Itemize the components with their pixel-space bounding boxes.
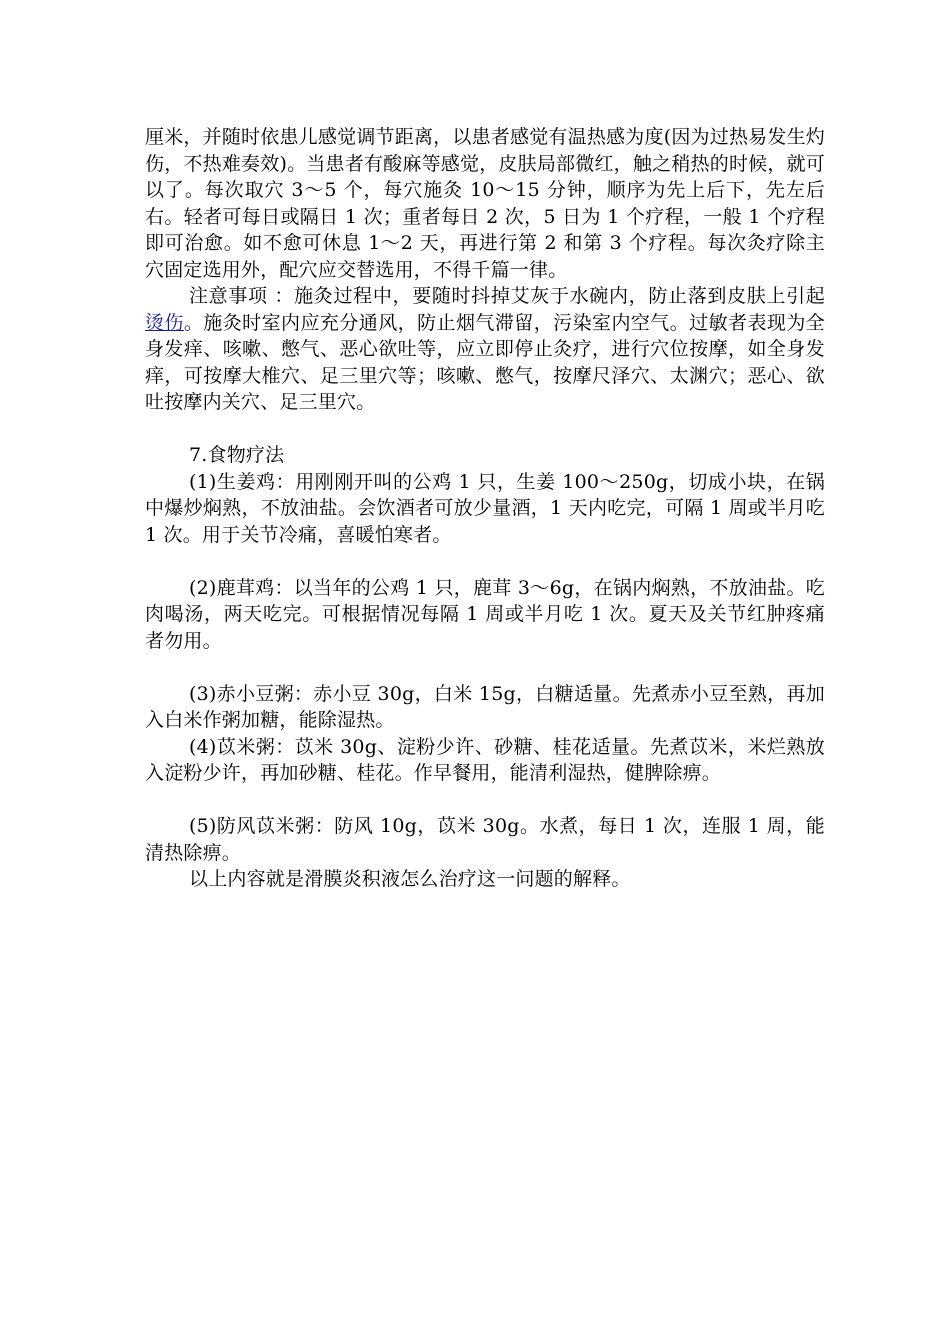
moxibustion-method-paragraph: 厘米，并随时依患儿感觉调节距离，以患者感觉有温热感为度(因为过热易发生灼伤，不热难奏效)。当患者有酸麻等感觉，皮肤局部微红，触之稍热的时候，就可以了。每次取穴 3～5 个，每穴施灸 10～15 分钟，顺序为先上后下，先左后右。轻者可每日或隔日 1 次；重者每日 2 次，5 日为 1 个疗程，一般 1 个疗程即可治愈。如不愈可休息 1～2 天，再进行第 2 和第 3 个疗程。每次灸疗除主穴固定选用外，配穴应交替选用，不得千篇一律。 <box>145 126 825 281</box>
recipe-coix-porridge: (4)苡米粥：苡米 30g、淀粉少许、砂糖、桂花适量。先煮苡米，米烂熟放入淀粉少许，再加砂糖、桂花。作早餐用，能清利湿热，健脾除痹。 <box>145 735 825 784</box>
paragraph-spacer <box>145 654 825 681</box>
precautions-text-start: 注意事项 ：施灸过程中，要随时抖掉艾灰于水碗内，防止落到皮肤上引起 <box>189 285 825 307</box>
burn-link[interactable]: 烫伤 <box>145 311 184 334</box>
recipe-deer-antler-chicken: (2)鹿茸鸡：以当年的公鸡 1 只，鹿茸 3～6g，在锅内焖熟，不放油盐。吃肉喝汤，两天吃完。可根据情况每隔 1 周或半月吃 1 次。夏天及关节红肿疼痛者勿用。 <box>145 576 825 652</box>
closing-paragraph: 以上内容就是滑膜炎积液怎么治疗这一问题的解释。 <box>189 868 631 890</box>
paragraph-spacer <box>145 787 825 814</box>
section-heading-food-therapy: 7.食物疗法 <box>189 444 285 466</box>
precautions-paragraph <box>145 283 825 416</box>
recipe-red-bean-porridge: (3)赤小豆粥：赤小豆 30g，白米 15g，白糖适量。先煮赤小豆至熟，再加入白米作粥加糖，能除湿热。 <box>145 682 825 731</box>
recipe-ginger-chicken: (1)生姜鸡：用刚刚开叫的公鸡 1 只，生姜 100～250g，切成小块，在锅中爆炒焖熟，不放油盐。会饮酒者可放少量酒，1 天内吃完，可隔 1 周或半月吃 1 次。用于关节冷痛，喜暖怕寒者。 <box>145 470 825 546</box>
precautions-text-end: 。施灸时室内应充分通风，防止烟气滞留，污染室内空气。过敏者表现为全身发痒、咳嗽、憋气、恶心欲吐等，应立即停止灸疗，进行穴位按摩，如全身发痒，可按摩大椎穴、足三里穴等；咳嗽、憋气，按摩尺泽穴、太渊穴；恶心、欲吐按摩内关穴、足三里穴。 <box>145 311 825 413</box>
paragraph-spacer <box>145 548 825 575</box>
recipe-fangfeng-coix-porridge: (5)防风苡米粥：防风 10g，苡米 30g。水煮，每日 1 次，连服 1 周，能清热除痹。 <box>145 815 825 864</box>
document-body <box>145 124 825 893</box>
paragraph-spacer <box>145 416 825 443</box>
